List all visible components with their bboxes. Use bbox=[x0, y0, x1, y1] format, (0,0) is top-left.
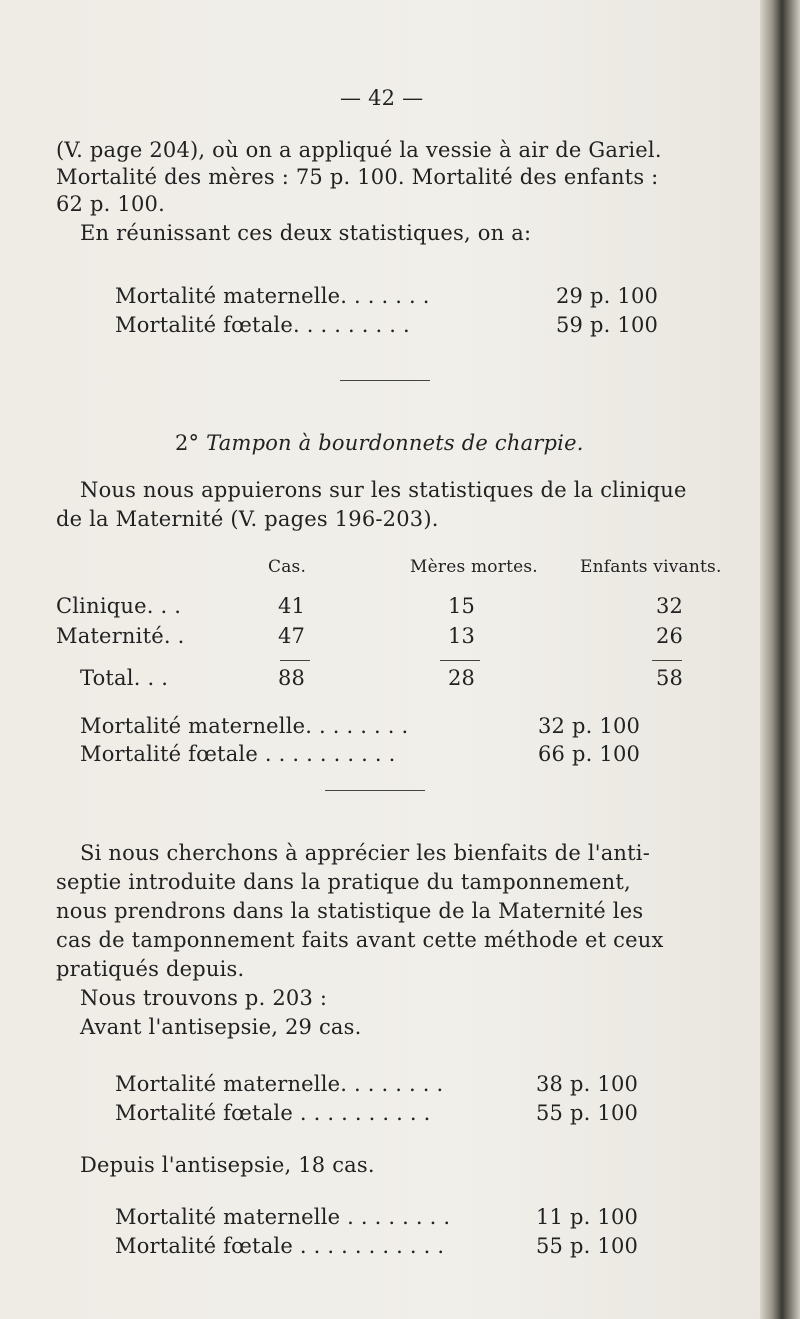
sum-rule-cas bbox=[280, 660, 310, 661]
para-line-3: nous prendrons dans la statistique de la Maternité les bbox=[56, 899, 644, 923]
section-number: 2° bbox=[175, 431, 200, 455]
sum-rule-meres bbox=[440, 660, 480, 661]
stat3-value-0: 38 p. 100 bbox=[536, 1072, 639, 1096]
table-total-enfants: 58 bbox=[656, 666, 684, 690]
para-line-7: Avant l'antisepsie, 29 cas. bbox=[80, 1015, 362, 1039]
stat4-label-0: Mortalité maternelle . . . . . . . . bbox=[115, 1205, 451, 1229]
section-title: Tampon à bourdonnets de charpie. bbox=[206, 431, 584, 455]
stat4-value-0: 11 p. 100 bbox=[536, 1205, 639, 1229]
stat3-label-1: Mortalité fœtale . . . . . . . . . . bbox=[115, 1101, 431, 1125]
table-header-meres: Mères mortes. bbox=[410, 557, 538, 577]
intro-line-3: 62 p. 100. bbox=[56, 192, 165, 216]
table-cell-cas: 47 bbox=[278, 624, 306, 648]
table-total-label: Total. . . bbox=[80, 666, 169, 690]
table-cell-enfants: 32 bbox=[656, 594, 684, 618]
page-number: — 42 — bbox=[340, 86, 424, 110]
section-heading bbox=[175, 431, 584, 455]
stat3-value-1: 55 p. 100 bbox=[536, 1101, 639, 1125]
stat3-label-0: Mortalité maternelle. . . . . . . . bbox=[115, 1072, 444, 1096]
table-row-label: Maternité. . bbox=[56, 624, 185, 648]
para-line-2: septie introduite dans la pratique du tamponnement, bbox=[56, 870, 631, 894]
book-spine bbox=[760, 0, 800, 1319]
stat1-value-1: 59 p. 100 bbox=[556, 313, 659, 337]
sum-rule-enfants bbox=[652, 660, 682, 661]
table-header-cas: Cas. bbox=[268, 557, 307, 577]
stat1-label-0: Mortalité maternelle. . . . . . . bbox=[115, 284, 430, 308]
section-line-2: de la Maternité (V. pages 196-203). bbox=[56, 507, 439, 531]
section-line-1: Nous nous appuierons sur les statistiques de la clinique bbox=[80, 478, 687, 502]
table-cell-meres: 15 bbox=[448, 594, 476, 618]
para-line-4: cas de tamponnement faits avant cette méthode et ceux bbox=[56, 928, 664, 952]
separator-rule bbox=[325, 790, 425, 791]
stat4-value-1: 55 p. 100 bbox=[536, 1234, 639, 1258]
stat2-label-0: Mortalité maternelle. . . . . . . . bbox=[80, 714, 409, 738]
table-total-cas: 88 bbox=[278, 666, 306, 690]
stat1-value-0: 29 p. 100 bbox=[556, 284, 659, 308]
stat2-value-0: 32 p. 100 bbox=[538, 714, 641, 738]
intro-line-4: En réunissant ces deux statistiques, on a: bbox=[80, 221, 532, 245]
para-line-5: pratiqués depuis. bbox=[56, 957, 245, 981]
intro-line-1: (V. page 204), où on a appliqué la vessie à air de Gariel. bbox=[56, 138, 662, 162]
stat2-label-1: Mortalité fœtale . . . . . . . . . . bbox=[80, 742, 396, 766]
table-cell-meres: 13 bbox=[448, 624, 476, 648]
after-line: Depuis l'antisepsie, 18 cas. bbox=[80, 1153, 375, 1177]
table-cell-enfants: 26 bbox=[656, 624, 684, 648]
stat1-label-1: Mortalité fœtale. . . . . . . . . bbox=[115, 313, 410, 337]
intro-line-2: Mortalité des mères : 75 p. 100. Mortalité des enfants : bbox=[56, 165, 659, 189]
para-line-6: Nous trouvons p. 203 : bbox=[80, 986, 328, 1010]
para-line-1: Si nous cherchons à apprécier les bienfaits de l'anti- bbox=[80, 841, 651, 865]
table-header-enfants: Enfants vivants. bbox=[580, 557, 722, 577]
stat4-label-1: Mortalité fœtale . . . . . . . . . . . bbox=[115, 1234, 445, 1258]
stat2-value-1: 66 p. 100 bbox=[538, 742, 641, 766]
separator-rule bbox=[340, 380, 430, 381]
table-total-meres: 28 bbox=[448, 666, 476, 690]
table-cell-cas: 41 bbox=[278, 594, 306, 618]
table-row-label: Clinique. . . bbox=[56, 594, 182, 618]
